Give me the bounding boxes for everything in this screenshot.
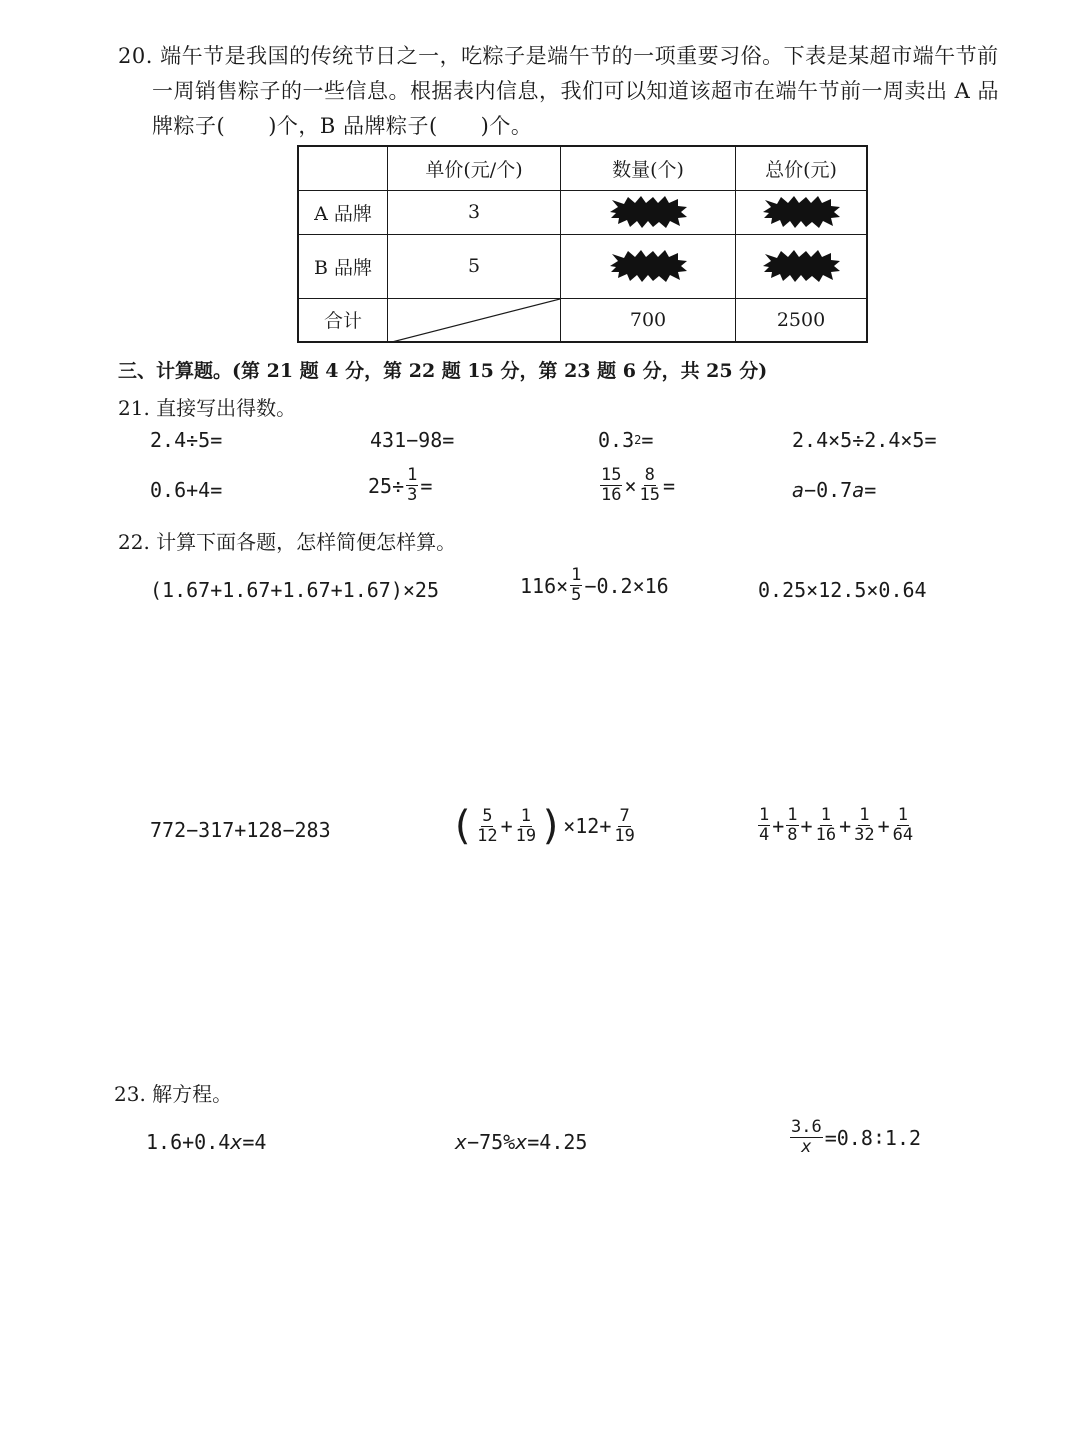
- expr-text: =: [864, 478, 877, 502]
- q20-line-2: 一周销售粽子的一些信息。根据表内信息，我们可以知道该超市在端午节前一周卖出 A 品: [152, 79, 1000, 103]
- variable: a: [852, 478, 865, 502]
- q21-item-7: [598, 466, 675, 505]
- q21-item-3: [598, 428, 653, 452]
- fraction: [758, 806, 770, 845]
- q21-item-8: [792, 478, 876, 502]
- table-row-total: [298, 298, 867, 342]
- power-base: 0.3: [598, 428, 635, 452]
- denominator: 16: [601, 485, 622, 505]
- row-b-quantity-blot: [561, 234, 736, 298]
- row-a-label: A 品牌: [298, 190, 388, 234]
- power-exponent: 2: [634, 433, 642, 447]
- expr-text: =: [420, 473, 433, 498]
- q23-equation-3: [788, 1118, 921, 1157]
- denominator: 5: [571, 585, 582, 605]
- denominator: 3: [407, 485, 418, 505]
- q23-title: 23. 解方程。: [114, 1082, 233, 1106]
- numerator: 1: [520, 805, 531, 826]
- fraction: [639, 466, 661, 505]
- denominator: 4: [759, 825, 770, 845]
- expr-text: +: [772, 813, 785, 838]
- table-row-a: [298, 190, 867, 234]
- q21-item-4: 2.4×5÷2.4×5=: [792, 428, 937, 452]
- q22-expr-6: [756, 806, 916, 845]
- right-paren: ): [539, 803, 564, 849]
- q23-equation-2: [455, 1130, 587, 1154]
- header-quantity: 数量(个): [561, 146, 736, 190]
- header-total-price: 总价(元): [736, 146, 868, 190]
- numerator: 7: [619, 805, 630, 826]
- q20-line-3: 牌粽子( )个，B 品牌粽子( )个。: [152, 114, 533, 138]
- fraction: [892, 806, 914, 845]
- denominator: 12: [477, 825, 498, 846]
- row-b-label: B 品牌: [298, 234, 388, 298]
- header-empty-cell: [298, 146, 388, 190]
- q21-item-2: 431−98=: [370, 428, 455, 452]
- q22-expr-1: (1.67+1.67+1.67+1.67)×25: [150, 578, 439, 602]
- expr-text: 1.6+0.4: [146, 1130, 231, 1154]
- sales-table: [297, 145, 868, 343]
- header-unit-price: 单价(元/个): [388, 146, 561, 190]
- variable: x: [455, 1130, 468, 1154]
- denominator: 16: [815, 825, 837, 845]
- expr-text: +: [800, 813, 813, 838]
- denominator: 64: [892, 825, 914, 845]
- fraction: [790, 1118, 823, 1157]
- expr-text: =: [663, 473, 676, 498]
- q22-expr-4: 772−317+128−283: [150, 818, 331, 842]
- denominator: 19: [515, 825, 537, 846]
- denominator: 19: [614, 825, 635, 846]
- numerator: 1: [859, 805, 870, 825]
- ink-blot-icon: [608, 196, 688, 228]
- q23-equation-1: [146, 1130, 266, 1154]
- diagonal-line: [388, 299, 560, 343]
- row-a-quantity-blot: [561, 190, 736, 234]
- numerator: 1: [787, 805, 798, 825]
- ink-blot-icon: [761, 250, 841, 282]
- fraction: [815, 806, 837, 845]
- numerator: 1: [759, 805, 770, 825]
- row-a-price: 3: [388, 190, 561, 234]
- section-3-title: 三、计算题。(第 21 题 4 分，第 22 题 15 分，第 23 题 6 分，共 25 分): [118, 360, 768, 382]
- variable: x: [515, 1130, 528, 1154]
- expr-text: +: [839, 813, 852, 838]
- q21-item-1: 2.4÷5=: [150, 428, 223, 452]
- row-total-price: 2500: [736, 298, 868, 342]
- fraction: [786, 806, 798, 845]
- numerator: 1: [820, 805, 831, 825]
- q21-title: 21. 直接写出得数。: [118, 396, 297, 420]
- row-b-total-blot: [736, 234, 868, 298]
- ink-blot-icon: [608, 250, 688, 282]
- numerator: 5: [482, 805, 493, 826]
- expr-text: =4: [242, 1130, 267, 1154]
- numerator: 8: [644, 465, 655, 485]
- q22-expr-3: 0.25×12.5×0.64: [758, 578, 927, 602]
- numerator: 1: [897, 805, 909, 825]
- numerator: 1: [407, 465, 418, 485]
- ink-blot-icon: [761, 196, 841, 228]
- fraction: [853, 806, 875, 845]
- table-header-row: [298, 146, 867, 190]
- q21-item-5: 0.6+4=: [150, 478, 223, 502]
- expr-text: =0.8∶1.2: [824, 1125, 922, 1150]
- expr-text: ×12+: [563, 814, 612, 838]
- row-total-label: 合计: [298, 298, 388, 342]
- denominator: 15: [639, 485, 661, 505]
- expr-text: +: [877, 813, 890, 838]
- denominator: 8: [787, 825, 798, 845]
- variable: x: [230, 1130, 243, 1154]
- fraction: [600, 466, 622, 505]
- q22-expr-5: [450, 803, 638, 849]
- denominator: 32: [854, 825, 875, 845]
- expr-text: −0.2×16: [584, 573, 669, 598]
- row-b-price: 5: [388, 234, 561, 298]
- expr-text: +: [500, 814, 513, 838]
- fraction: [515, 807, 537, 846]
- fraction: [570, 566, 582, 605]
- q21-item-6: [368, 466, 432, 505]
- q22-title: 22. 计算下面各题，怎样简便怎样算。: [118, 530, 457, 554]
- row-a-total-blot: [736, 190, 868, 234]
- q22-expr-2: [520, 566, 669, 605]
- numerator: 3.6: [791, 1117, 822, 1137]
- variable: a: [792, 478, 805, 502]
- numerator: 1: [571, 565, 582, 585]
- left-paren: (: [450, 803, 475, 849]
- expr-text: 25÷: [368, 473, 405, 498]
- expr-text: =4.25: [527, 1130, 588, 1154]
- fraction: [476, 807, 498, 846]
- row-total-quantity: 700: [561, 298, 736, 342]
- expr-text: −75%: [467, 1130, 516, 1154]
- expr-text: 116×: [520, 573, 569, 598]
- row-total-diagonal-cell: [388, 298, 561, 342]
- expr-text: ×: [624, 473, 637, 498]
- fraction: [613, 807, 635, 846]
- numerator: 15: [601, 465, 622, 485]
- q20-line-1: 20. 端午节是我国的传统节日之一，吃粽子是端午节的一项重要习俗。下表是某超市端午节前: [118, 44, 999, 68]
- fraction: [406, 466, 418, 505]
- power-tail: =: [641, 428, 654, 452]
- table-row-b: [298, 234, 867, 298]
- denominator: x: [801, 1137, 812, 1157]
- expr-text: −0.7: [804, 478, 853, 502]
